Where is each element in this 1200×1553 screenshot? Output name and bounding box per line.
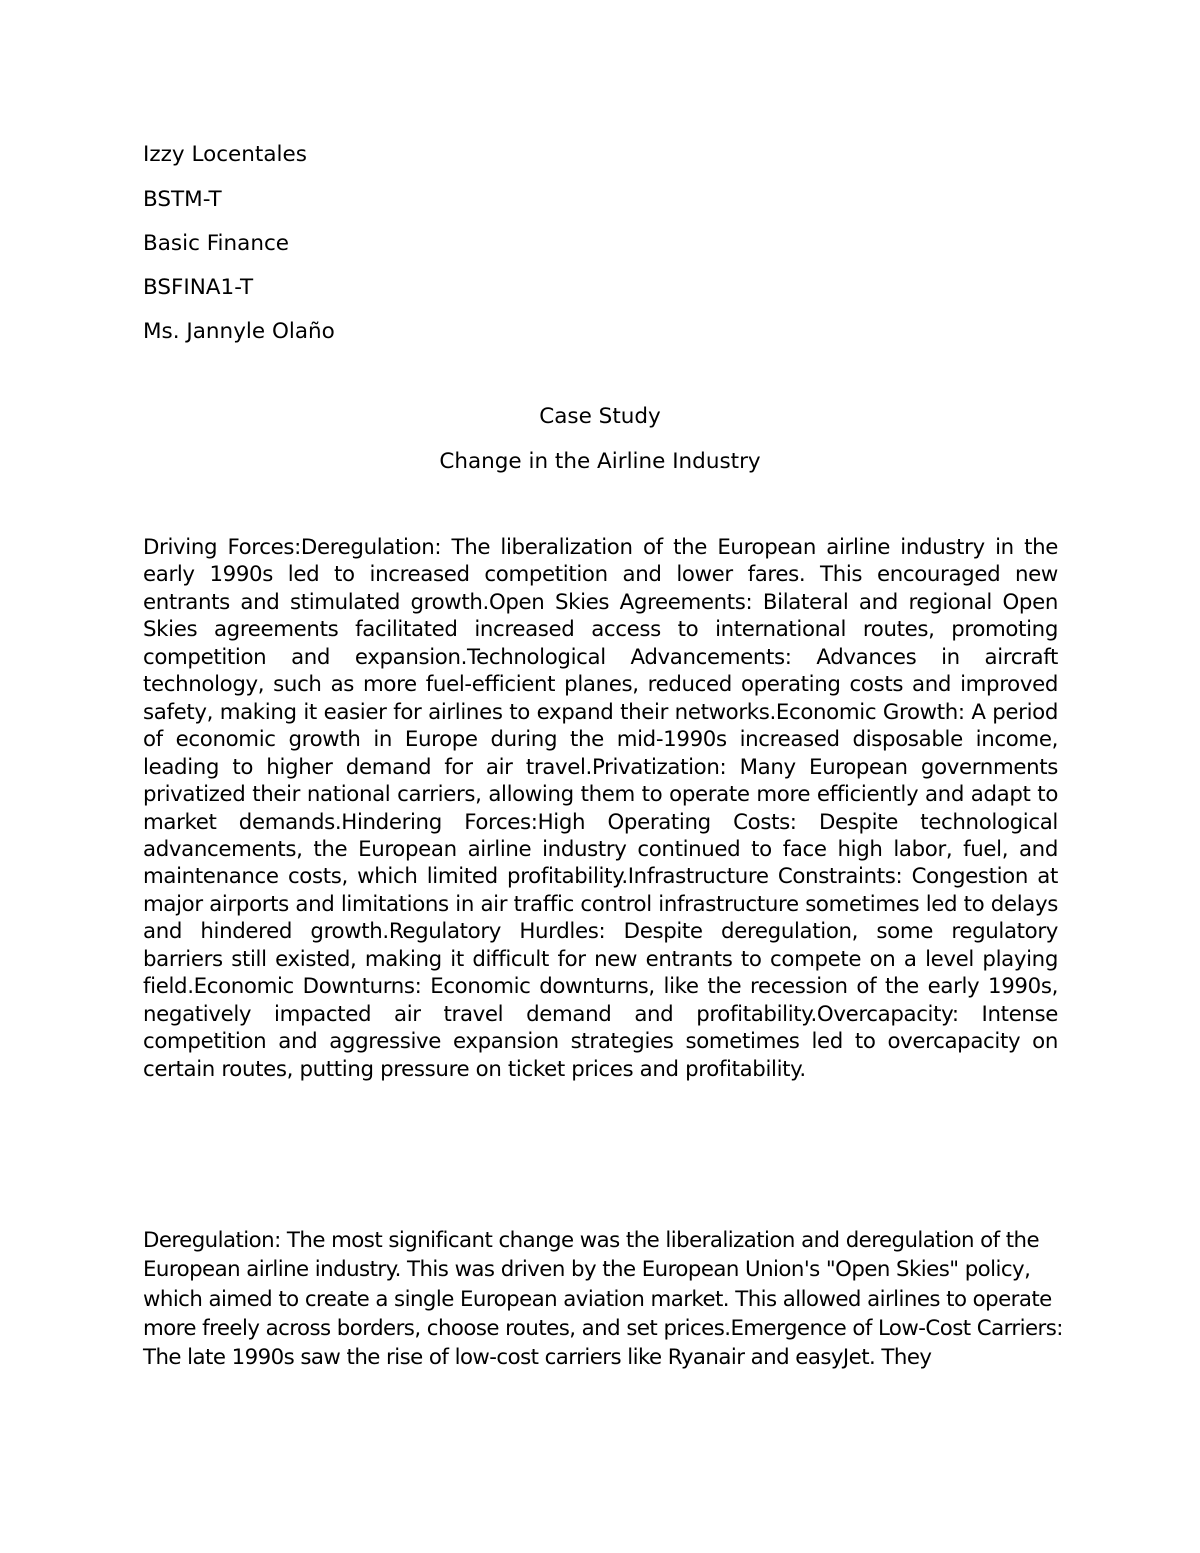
instructor-name: Ms. Jannyle Olaño (143, 319, 335, 344)
section-code: BSFINA1-T (143, 275, 254, 300)
body-paragraph-forces: Driving Forces:Deregulation: The liberalization of the European airline industry in the early 1990s led to increased competition and lower fares. This encouraged new entrants and stimulated growth.Open Skies Agreements: Bilateral and regional Open Skies agreements facilitated increased access to international routes, promoting competition and expansion.Technological Advancements: Advances in aircraft technology, such as more fuel-efficient planes, reduced operating costs and improved safety, making it easier for airlines to expand their networks.Economic Growth: A period of economic growth in Europe during the mid-1990s increased disposable income, leading to higher demand for air travel.Privatization: Many European governments privatized their national carriers, allowing them to operate more efficiently and adapt to market demands.Hindering Forces:High Operating Costs: Despite technological advancements, the European airline industry continued to face high labor, fuel, and maintenance costs, which limited profitability.Infrastructure Constraints: Congestion at major airports and limitations in air traffic control infrastructure sometimes led to delays and hindered growth.Regulatory Hurdles: Despite deregulation, some regulatory barriers still existed, making it difficult for new entrants to compete on a level playing field.Economic Downturns: Economic downturns, like the recession of the early 1990s, negatively impacted air travel demand and profitability.Overcapacity: Intense competition and aggressive expansion strategies sometimes led to overcapacity on certain routes, putting pressure on ticket prices and profitability. (143, 535, 1058, 1082)
body-paragraph-changes: Deregulation: The most significant change was the liberalization and deregulation of the European airline industry. This was driven by the European Union's "Open Skies" policy, which aimed to create a single European aviation market. This allowed airlines to operate more freely across borders, choose routes, and set prices.Emergence of Low-Cost Carriers: The late 1990s saw the rise of low-cost carriers like Ryanair and easyJet. They (143, 1228, 1063, 1371)
course-name: Basic Finance (143, 231, 290, 256)
document-title: Case Study (539, 404, 661, 429)
program-code: BSTM-T (143, 187, 222, 212)
document-subtitle: Change in the Airline Industry (439, 449, 761, 474)
student-name: Izzy Locentales (143, 142, 307, 167)
